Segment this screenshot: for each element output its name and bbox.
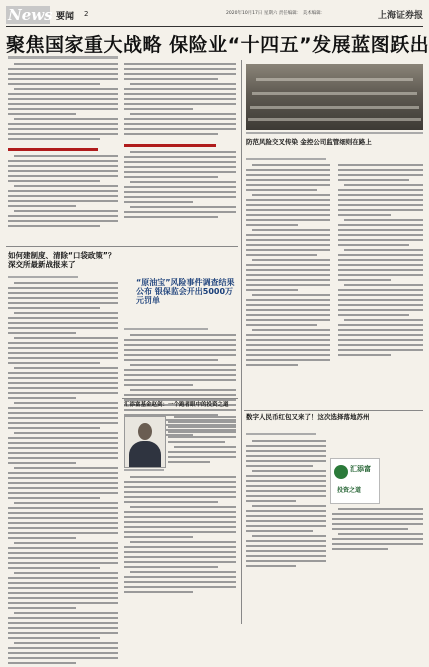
policy-article-body xyxy=(8,282,118,667)
photo-caption-2 xyxy=(124,469,164,471)
interview-article-body-2 xyxy=(124,476,236,596)
lead-article-body-col2 xyxy=(124,63,236,138)
interviewee-photo xyxy=(124,416,166,468)
ad-tagline: 投资之道 xyxy=(337,487,362,494)
policy-headline: 如何建制度、清除“口袋政策”？深交所最新战报来了 xyxy=(8,251,116,269)
news-label-box xyxy=(6,6,53,24)
rmb-article-body-2 xyxy=(332,508,423,553)
ad-brand: 汇添富 xyxy=(350,465,371,473)
brand-logo-icon xyxy=(334,465,348,479)
risk-article-body-2 xyxy=(338,164,423,359)
lead-subhead-1 xyxy=(8,148,98,151)
rmb-headline: 数字人民币红包又来了！这次选择落地苏州 xyxy=(246,413,370,421)
risk-article-body xyxy=(246,164,330,369)
column-rule xyxy=(241,60,242,624)
rmb-byline xyxy=(246,433,316,435)
paper-name: 上海证券报 xyxy=(377,11,423,21)
penalty-byline xyxy=(124,328,208,330)
interview-article-body xyxy=(168,416,236,466)
section-rule-1 xyxy=(6,246,238,247)
lead-article-body-col2b xyxy=(124,151,236,221)
fund-advertisement[interactable] xyxy=(330,458,380,504)
penalty-headline: “原油宝”风险事件调查结果公布 银保监会开出5000万元罚单 xyxy=(136,278,235,306)
lead-subhead-2 xyxy=(124,144,216,147)
section-rule-3 xyxy=(244,410,423,411)
masthead xyxy=(6,4,423,27)
section-rule-2 xyxy=(122,398,238,399)
photo-caption xyxy=(246,132,423,134)
section-name: 要闻 xyxy=(56,12,75,22)
policy-byline xyxy=(8,276,78,278)
rmb-article-body xyxy=(246,440,326,570)
conference-photo xyxy=(246,64,423,130)
lead-article-body-2 xyxy=(8,155,118,230)
news-label: News xyxy=(8,6,53,24)
page-number: 2 xyxy=(84,10,89,18)
risk-byline xyxy=(246,158,326,160)
lead-article-body xyxy=(8,63,118,143)
edition-info: 2020年10月17日 星期六 责任编辑： 美术编辑： xyxy=(226,11,326,16)
main-headline: 聚焦国家重大战略 保险业“十四五”发展蓝图跃出 xyxy=(6,34,429,56)
lead-byline xyxy=(8,56,118,59)
risk-headline: 防范风险交叉传染 金控公司监管细则在路上 xyxy=(246,138,372,146)
interview-headline: 汇添富基金赵剑：一个跑者眼中的投资之道 xyxy=(124,402,229,408)
